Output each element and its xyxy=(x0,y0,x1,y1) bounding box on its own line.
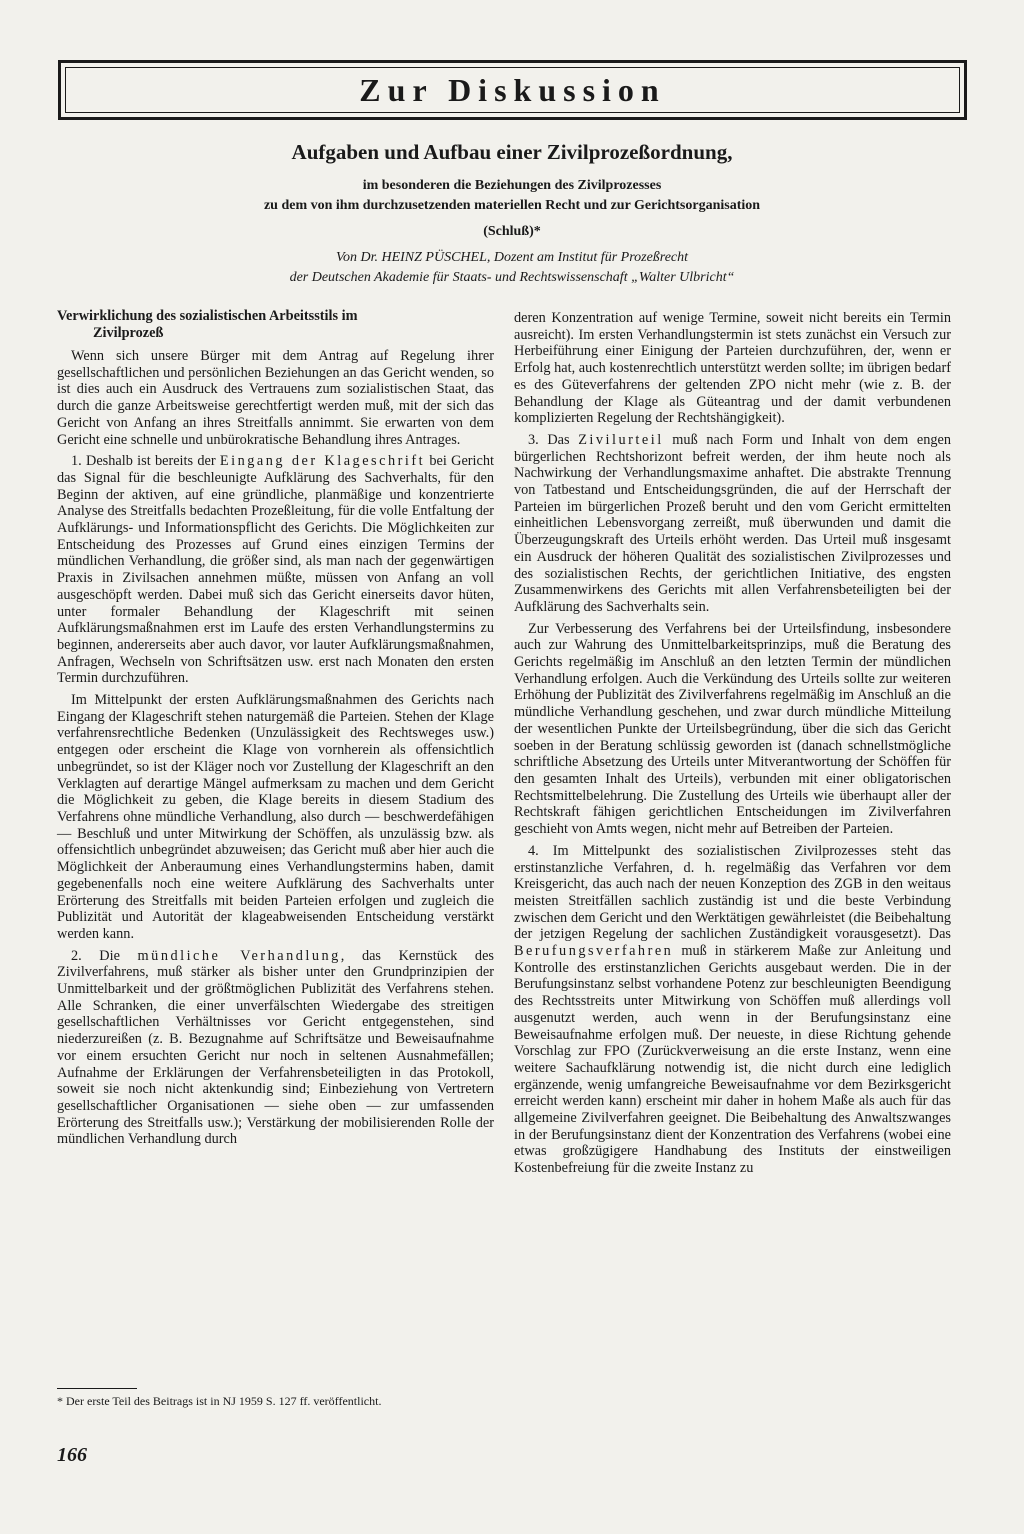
article-title: Aufgaben und Aufbau einer Zivilprozeßordnung, xyxy=(291,140,733,164)
paragraph-text: , das Kernstück des Zivilverfahrens, muß stärker als bisher unter den Grundprinzipien der Unmittelbarkeit und der größtmöglichen Publizität des Verfahrens stehen. Alle Schranken, die einer unverfälschten Wiedergabe des streitigen gesellschaftlichen Verhältnisses vor Gericht entgegenstehen, sind niederzureißen (z. B. Bezugnahme auf Schriftsätze und Beweisaufnahme vor einem ersuchten Gericht nur noch in seltenen Ausnahmefällen; Aufnahme der Erklärungen der Verfahrensbeteiligten in das Protokoll, soweit sie noch nicht aktenkundig sind; Einbeziehung von Vertretern gesellschaftlicher Organisationen — siehe oben — zur umfassenden Erörterung des Streitfalls usw.); Verstärkung der mobilisierenden Rolle der mündlichen Verhandlung durch xyxy=(57,947,494,1148)
section-banner xyxy=(58,60,967,120)
footnote: * Der erste Teil des Beitrags ist in NJ 1959 S. 127 ff. veröffentlicht. xyxy=(57,1394,382,1408)
paragraph-text: 4. Im Mittelpunkt des sozialistischen Zivilprozesses steht das erstinstanzliche Verfahren, d. h. regelmäßig das Verfahren vor dem Kreisgericht, das auch nach der neuen Konzeption des ZGB in den weitaus meisten Streitfällen sachlich zuständig ist und die beste Verbindung zwischen dem Gericht und den Werktätigen gewährleistet (die Beibehaltung der jetzigen Regelung der sachlichen Zuständigkeit vorausgesetzt). Das xyxy=(514,842,951,943)
paragraph-text: muß in stärkerem Maße zur Anleitung und Kontrolle des erstinstanzlichen Gerichts ausgebaut werden. Die in der Berufungsinstanz selbst vorhandene Potenz zur beschleunigten Beendigung des Rechtsstreits unter Mitwirkung von Schöffen muß allerdings voll ausgenutzt werden, auch wenn in der Berufungsinstanz eine Beweisaufnahme erfolgen muß. Der neueste, in diese Richtung gehende Vorschlag zur FPO (Zurückverweisung an die erste Instanz, wenn eine weitere Sachaufklärung notwendig ist, die nicht durch eine lediglich ergänzende, wenig umfangreiche Beweisaufnahme vor dem Bezirksgericht erreicht werden kann) erscheint mir daher in hohem Maße als auch für das allgemeine Zivilverfahren geeignet. Die Beibehaltung des Anwaltszwanges in der Berufungsinstanz dient der Konzentration des Verfahrens (wobei eine etwas großzügigere Handhabung des Instituts der einstweiligen Kostenbefreiung für die zweite Instanz zu xyxy=(514,943,951,1177)
author-line-2: der Deutschen Akademie für Staats- und Rechtswissenschaft „Walter Ulbricht“ xyxy=(289,270,735,285)
paragraph-text: muß nach Form und Inhalt von dem engen bürgerlichen Rechtshorizont befreit werden, der ihm heute noch als Nachwirkung der Verhandlungsmaxime anhaftet. Die abstrakte Trennung von Tatbestand und Entscheidungsgründen, die auf der Herrschaft der Parteien im bürgerlichen Prozeß beruht und den vom Gericht ermittelten einheitlichen Lebensvorgang zerreißt, muß überwunden und damit die Überzeugungskraft des Urteils erhöht werden. Das Urteil muß insgesamt ein Ausdruck der höheren Qualität des sozialistischen Zivilprozesses und des sozialistischen Rechts, der gerichtlichen Initiative, des engsten Zusammenwirkens des Gerichts mit allen Verfahrensbeteiligten bei der Aufklärung des Sachverhalts sein. xyxy=(514,431,951,615)
article-subtitle-3: (Schluß)* xyxy=(483,224,541,239)
section-heading-line-2: Zivilprozeß xyxy=(93,325,164,341)
paragraph xyxy=(57,948,494,1148)
emphasized-term: Eingang der Klageschrift xyxy=(219,453,426,470)
paragraph: Zur Verbesserung des Verfahrens bei der Urteilsfindung, insbesondere auch zur Wahrung des Unmittelbarkeitsprinzips, muß die Beratung des Gerichts regelmäßig im Anschluß an den letzten Termin der mündlichen Verhandlung erfolgen. Auch die Verkündung des Urteils sollte zur weiteren Erhöhung der Publizität des Zivilverfahrens regelmäßig im Anschluß an die mündliche Verhandlung geschehen, und zwar durch mündliche Mitteilung der wesentlichen Punkte der Urteilsbegründung, über die sich das Gericht soeben in der Beratung schlüssig geworden ist (danach schnellstmögliche schriftliche Absetzung des Urteils unter Mitverantwortung der Schöffen für den gesamten Inhalt des Urteils), verbunden mit einer obligatorischen Rechtsmittelbelehrung. Die Zustellung des Urteils wie überhaupt aller der Rechtskraft fähigen gerichtlichen Entscheidungen im Zivilverfahren geschieht von Amts wegen, nicht mehr auf Betreiben der Parteien. xyxy=(514,620,951,838)
paragraph: Im Mittelpunkt der ersten Aufklärungsmaßnahmen des Gerichts nach Eingang der Klageschrift stehen naturgemäß die Parteien. Stehen der Klage verfahrensrechtliche Bedenken (Unzulässigkeit des Rechtsweges usw.) entgegen oder erscheint die Klage von vornherein als offensichtlich unbegründet, so ist der Kläger noch vor Zustellung der Klageschrift an den Verklagten auf derartige Mängel aufmerksam zu machen und dem Gericht die Möglichkeit zu geben, die Klage bereits in diesem Stadium des Verfahrens ohne mündliche Verhandlung, also durch — beschwerdefähigen — Beschluß und unter Mitwirkung der Schöffen, als unzulässig bzw. als offensichtlich unbegründet abzuweisen; das Gericht muß aber hier auch die Möglichkeit der Anberaumung eines Verhandlungstermins haben, damit gegebenenfalls noch eine weitere Aufklärung des Sachverhalts unter Erörterung des Streitfalls mit beiden Parteien erfolgen und zugleich die Publizität und Autorität der klageabweisenden Entscheidung verstärkt werden kann. xyxy=(57,692,494,942)
article-subtitle-1: im besonderen die Beziehungen des Zivilprozesses xyxy=(362,178,662,193)
paragraph xyxy=(57,453,494,687)
emphasized-term: mündliche Verhandlung xyxy=(137,947,341,964)
section-heading xyxy=(57,308,494,342)
paragraph: Wenn sich unsere Bürger mit dem Antrag auf Regelung ihrer gesellschaftlichen und persönlichen Beziehungen an das Gericht wenden, so ist dies auch ein Ausdruck des Vertrauens zum sozialistischen Staat, das durch die ganze Arbeitsweise gerechtfertigt werden muß, mit der sich das Gericht von Anfang an ihres Streitfalls annimmt. Sie erwarten von dem Gericht eine schnelle und unbürokratische Behandlung ihres Antrages. xyxy=(57,348,494,448)
paragraph: deren Konzentration auf wenige Termine, soweit nicht bereits ein Termin ausreicht). Im ersten Verhandlungstermin ist stets zunächst ein Versuch zur Herbeiführung einer Einigung der Parteien durchzuführen, der, wenn er Erfolg hat, auch kostenrechtlich unterstützt werden sollte; im übrigen bedarf es des Güteverfahrens der geltenden ZPO nicht mehr (wie z. B. der Behandlung der Klage als Güteantrag und der damit verbundenen komplizierten Regelung der Rechtshängigkeit). xyxy=(514,310,951,427)
article-subtitle-2: zu dem von ihm durchzusetzenden materiellen Recht und zur Gerichtsorganisation xyxy=(263,198,761,213)
footnote-rule xyxy=(57,1388,137,1389)
paragraph-text: bei Gericht das Signal für die beschleunigte Aufklärung des Sachverhalts, für den Beginn der aktiven, auf eine gründliche, planmäßige und konzentrierte Analyse des Streitfalls bedachten Prozeßleitung, für die volle Entfaltung der Aufklärungs- und Informationspflicht des Gerichts. Die Möglichkeiten zur Entscheidung des Prozesses auf Grund eines einzigen Termins der mündlichen Verhandlung, die größer sind, als man nach der gegenwärtigen Praxis in Zivilsachen annehmen müßte, müssen von Anfang an voll ausgeschöpft werden. Dabei muß sich das Gericht einerseits davor hüten, unter formaler Behandlung der Klageschrift mit seinen Aufklärungsmaßnahmen erst im Laufe des ersten Verhandlungstermins zu beginnen, andererseits aber auch davor, vor lauter Aufklärungsmaßnahmen, Anfragen, Wechseln von Schriftsätzen usw. erst nach Monaten den ersten Termin durchzuführen. xyxy=(57,453,494,687)
emphasized-term: Zivilurteil xyxy=(578,431,664,448)
page-number: 166 xyxy=(57,1444,87,1466)
paragraph xyxy=(514,432,951,616)
author-line-1: Von Dr. HEINZ PÜSCHEL, Dozent am Institut für Prozeßrecht xyxy=(335,250,689,265)
section-heading-line-1: Verwirklichung des sozialistischen Arbeitsstils im xyxy=(57,308,358,324)
paragraph xyxy=(514,843,951,1177)
emphasized-term: Berufungsverfahren xyxy=(514,943,674,960)
paragraph-text: 3. Das xyxy=(528,431,579,448)
right-column xyxy=(514,310,951,1182)
paragraph-text: 2. Die xyxy=(71,947,138,964)
left-column xyxy=(57,308,494,1153)
paragraph-text: 1. Deshalb ist bereits der xyxy=(71,453,220,470)
section-title: Zur Diskussion xyxy=(359,71,666,108)
